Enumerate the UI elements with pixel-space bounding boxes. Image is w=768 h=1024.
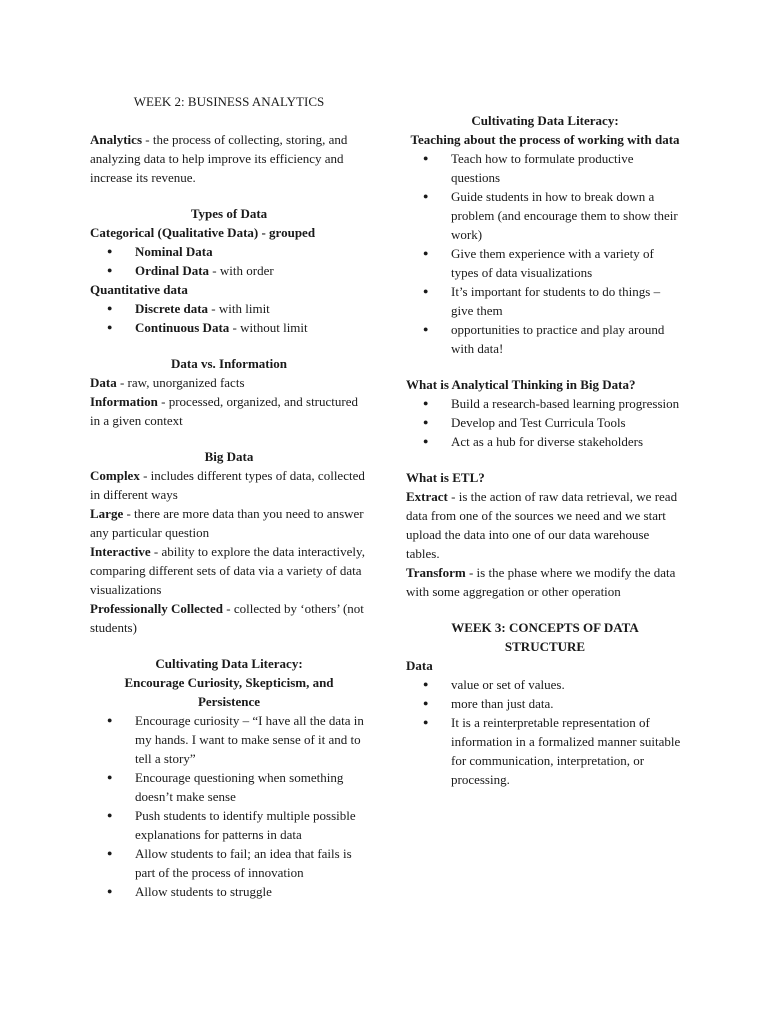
- list-item: ● Build a research-based learning progression: [406, 394, 684, 413]
- analytics-text: - the process of collecting, storing, and analyzing data to help improve its efficiency and increase its revenue.: [90, 132, 348, 185]
- left-column: [90, 92, 368, 918]
- list-item: ● Nominal Data: [90, 242, 368, 261]
- data-literacy-curiosity-section: [90, 654, 368, 901]
- list-item: ● Push students to identify multiple possible explanations for patterns in data: [90, 806, 368, 844]
- list-item: ● Develop and Test Curricula Tools: [406, 413, 684, 432]
- types-heading: Types of Data: [190, 206, 268, 221]
- week3-list: [406, 675, 684, 789]
- literacy1-list: [90, 711, 368, 901]
- literacy2-list: [406, 149, 684, 358]
- list-item: ● Act as a hub for diverse stakeholders: [406, 432, 684, 451]
- list-item: ● Continuous Data - without limit: [90, 318, 368, 337]
- analytics-term: Analytics: [90, 132, 142, 147]
- literacy1-heading1: Cultivating Data Literacy:: [155, 656, 303, 671]
- list-item: ● Encourage curiosity – “I have all the data in my hands. I want to make sense of it and to tell a story”: [90, 711, 368, 768]
- list-item: ● Allow students to struggle: [90, 882, 368, 901]
- literacy2-heading1: Cultivating Data Literacy:: [471, 113, 619, 128]
- list-item: ● Give them experience with a variety of types of data visualizations: [406, 244, 684, 282]
- list-item: ● It’s important for students to do things – give them: [406, 282, 684, 320]
- data-vs-information-section: Data vs. Information Data - raw, unorganized facts Information - processed, organized, and structured in a given context: [90, 356, 358, 428]
- list-item: ● more than just data.: [406, 694, 684, 713]
- list-item: ● value or set of values.: [406, 675, 684, 694]
- etl-heading: What is ETL?: [406, 470, 485, 485]
- analytical-thinking-section: [406, 375, 684, 451]
- list-item: ● Teach how to formulate productive questions: [406, 149, 684, 187]
- types-of-data-section: [90, 204, 368, 337]
- week2-title: WEEK 2: BUSINESS ANALYTICS: [133, 94, 325, 109]
- list-item: ● Allow students to fail; an idea that fails is part of the process of innovation: [90, 844, 368, 882]
- list-item: ● It is a reinterpretable representation of information in a formalized manner suitable for communication, interpretation, or processing.: [406, 713, 684, 789]
- analytical-heading: What is Analytical Thinking in Big Data?: [406, 377, 636, 392]
- list-item: ● Encourage questioning when something doesn’t make sense: [90, 768, 368, 806]
- big-data-section: Big Data Complex - includes different types of data, collected in different ways Large - there are more data than you need to answer any particular question Interactive - ability to explore the data interactively, comparing different sets of data via a variety of data visualizations Professionally Collected - collected by ‘others’ (not students): [90, 449, 365, 635]
- quantitative-label: Quantitative data: [90, 282, 188, 297]
- big-data-heading: Big Data: [204, 449, 254, 464]
- list-item: ● Discrete data - with limit: [90, 299, 368, 318]
- week3-title: WEEK 3: CONCEPTS OF DATA STRUCTURE: [451, 620, 639, 654]
- list-item: ● Ordinal Data - with order: [90, 261, 368, 280]
- data-literacy-process-section: [406, 111, 684, 358]
- week3-section: [406, 618, 684, 789]
- list-item: ● Guide students in how to break down a problem (and encourage them to show their work): [406, 187, 684, 244]
- categorical-list: [90, 242, 368, 280]
- analytical-list: [406, 394, 684, 451]
- quantitative-list: [90, 299, 368, 337]
- etl-section: What is ETL? Extract - is the action of raw data retrieval, we read data from one of the sources we need and we start upload the data into one of our data warehouse tables. Transform - is the phase where we modify the data with some aggregation or other operation: [406, 470, 678, 599]
- analytics-definition: [90, 130, 368, 187]
- right-column: [406, 111, 684, 806]
- literacy1-heading2: Encourage Curiosity, Skepticism, and Persistence: [124, 675, 334, 709]
- dvi-heading: Data vs. Information: [171, 356, 287, 371]
- week3-data-heading: Data: [406, 658, 433, 673]
- categorical-label: Categorical (Qualitative Data) - grouped: [90, 225, 316, 240]
- literacy2-heading2: Teaching about the process of working with data: [410, 132, 680, 147]
- list-item: ● opportunities to practice and play around with data!: [406, 320, 684, 358]
